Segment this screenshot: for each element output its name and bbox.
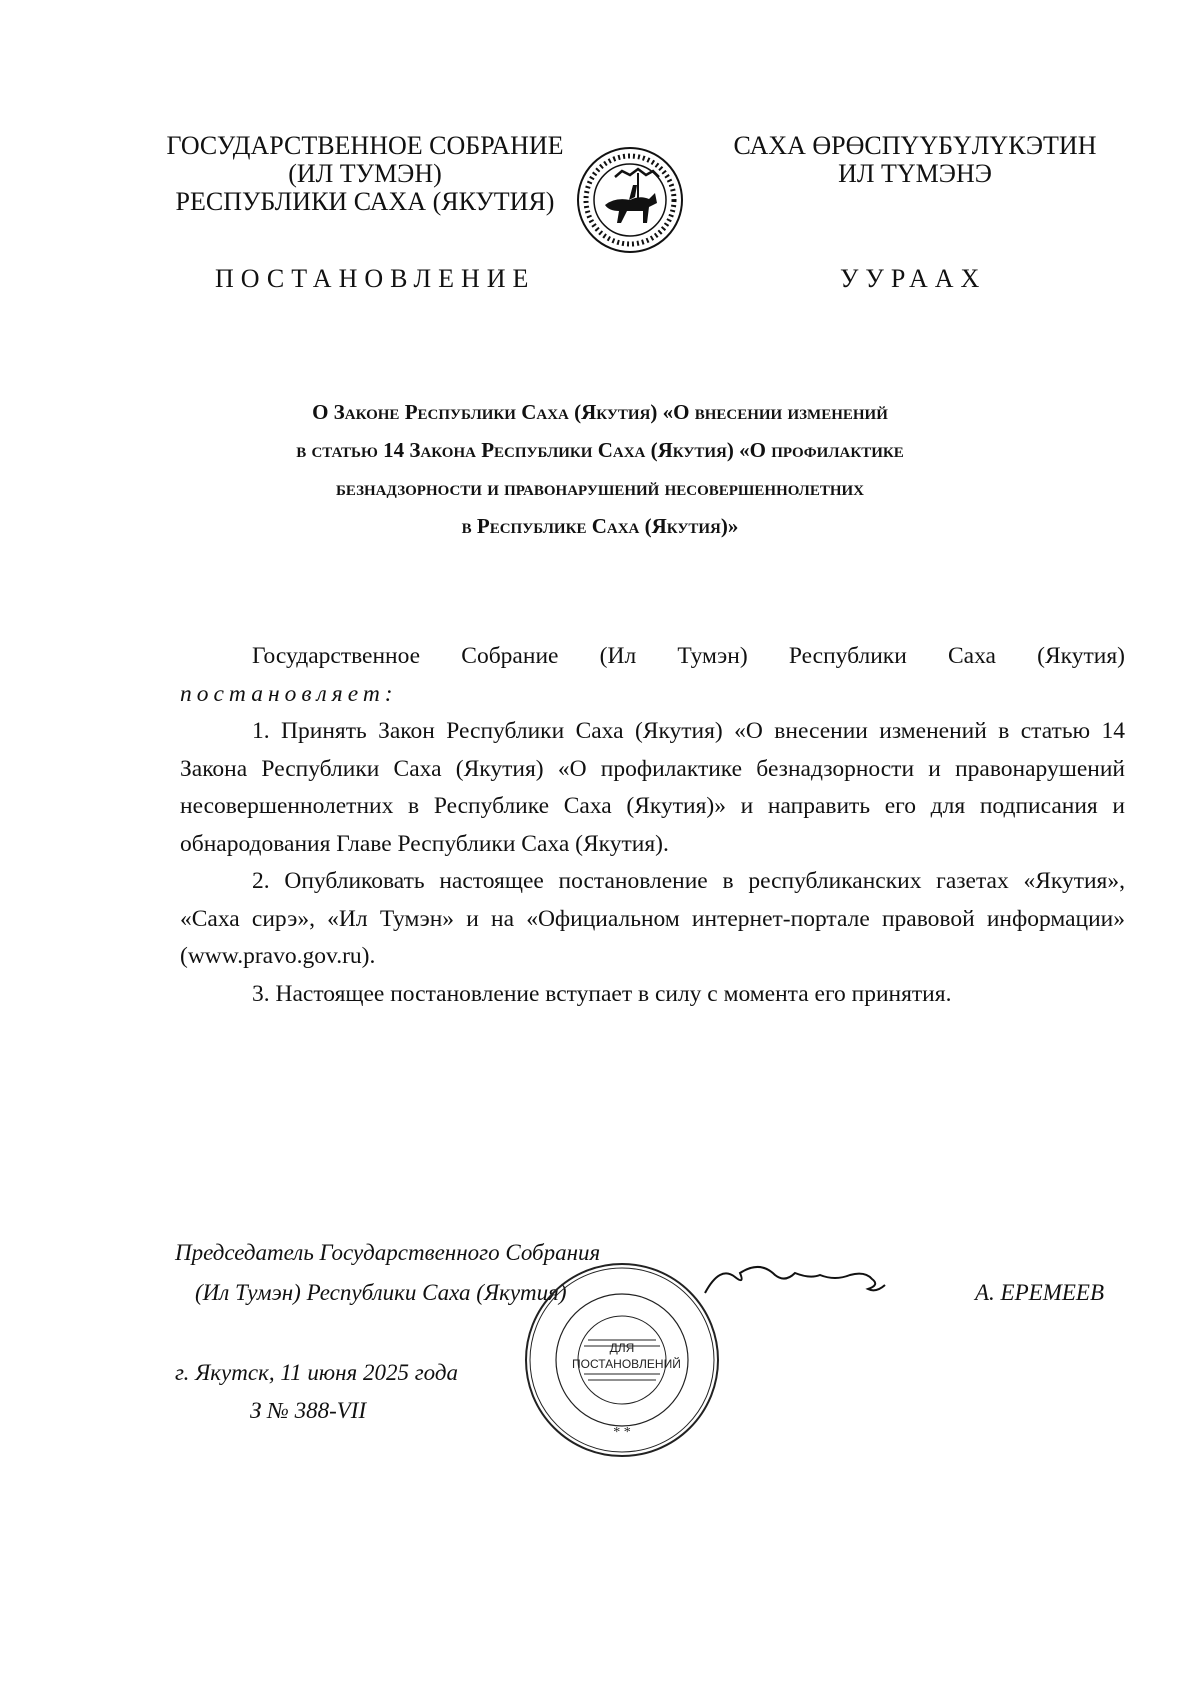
doctype-left: ПОСТАНОВЛЕНИЕ bbox=[215, 264, 536, 293]
header-right bbox=[715, 132, 1115, 188]
handwritten-signature bbox=[700, 1255, 890, 1305]
signatory-role-line1: Председатель Государственного Собрания bbox=[175, 1240, 601, 1265]
item-2: 2. Опубликовать настоящее постановление в республиканских газетах «Якутия», «Саха сирэ», «Ил Тумэн» и на «Официальном интернет-портале правовой информации» (www.pravo.gov.ru). bbox=[180, 868, 1125, 969]
item-1: 1. Принять Закон Республики Саха (Якутия) «О внесении изменений в статью 14 Закона Республики Саха (Якутия) «О профилактике безнадзорности и правонарушений несовершеннолетних в Республике Саха (Якутия)» и направить его для подписания и обнародования Главе Республики Саха (Якутия). bbox=[180, 718, 1125, 857]
title-line3: безнадзорности и правонарушений несовершеннолетних bbox=[335, 476, 865, 500]
seal-center-text bbox=[572, 1340, 681, 1372]
svg-text:* *: * * bbox=[613, 1425, 631, 1440]
title-line1: О Законе Республики Саха (Якутия) «О внесении изменений bbox=[312, 400, 888, 424]
header-right-line2: ИЛ ТҮМЭНЭ bbox=[838, 159, 992, 188]
intro-verb: постановляет: bbox=[180, 680, 398, 707]
header-left-line3: РЕСПУБЛИКИ САХА (ЯКУТИЯ) bbox=[175, 187, 555, 216]
intro-paragraph: Государственное Собрание (Ил Тумэн) Республики Саха (Якутия) bbox=[252, 643, 1125, 669]
title-line4: в Республике Саха (Якутия)» bbox=[461, 514, 739, 538]
seal-center-line1: ДЛЯ bbox=[609, 1341, 635, 1355]
seal-center-line2: ПОСТАНОВЛЕНИЙ bbox=[572, 1357, 681, 1371]
header-left-line2: (ИЛ ТУМЭН) bbox=[288, 159, 442, 188]
coat-of-arms-emblem-icon bbox=[575, 145, 685, 255]
header-left-line1: ГОСУДАРСТВЕННОЕ СОБРАНИЕ bbox=[166, 131, 564, 160]
signatory-role-line2: (Ил Тумэн) Республики Саха (Якутия) bbox=[195, 1280, 567, 1305]
document-title bbox=[150, 393, 1050, 545]
place-and-date: г. Якутск, 11 июня 2025 года bbox=[175, 1360, 458, 1385]
title-line2: в статью 14 Закона Республики Саха (Якутия) «О профилактике bbox=[296, 438, 904, 462]
header-left bbox=[150, 132, 580, 216]
document-body bbox=[180, 638, 1125, 1013]
item-3: 3. Настоящее постановление вступает в силу с момента его принятия. bbox=[252, 980, 952, 1007]
header-right-line1: САХА ӨРӨСПҮҮБҮЛҮКЭТИН bbox=[733, 131, 1097, 160]
signatory-name: А. ЕРЕМЕЕВ bbox=[975, 1280, 1105, 1305]
document-number: З № 388-VII bbox=[250, 1398, 367, 1423]
doctype-right: УУРААХ bbox=[840, 264, 987, 293]
